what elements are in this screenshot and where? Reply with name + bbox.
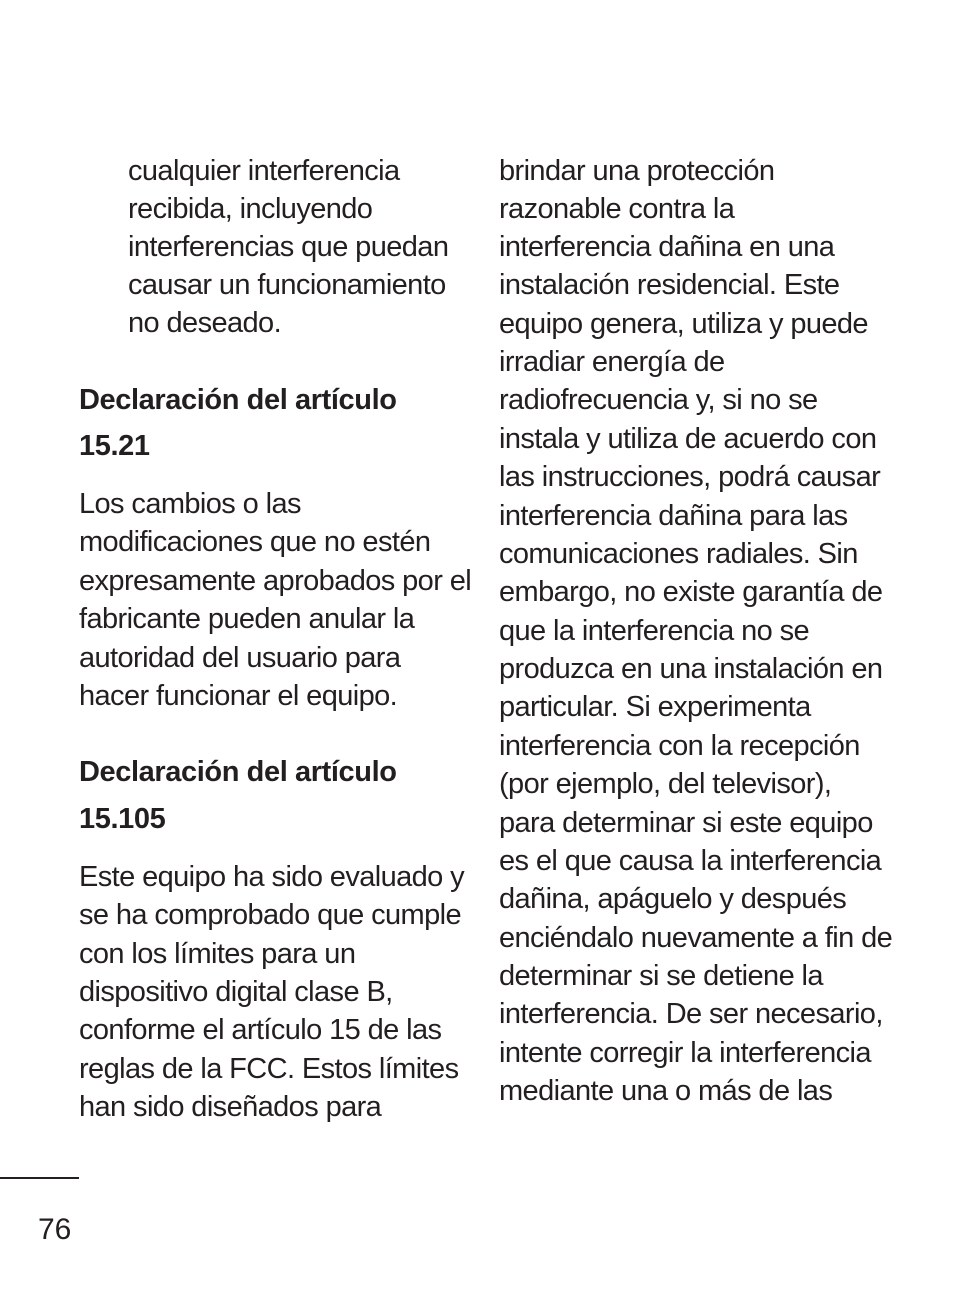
- text-line: dañina, apáguelo y después: [499, 883, 847, 915]
- text-line: han sido diseñados para: [79, 1091, 382, 1123]
- text-line: comunicaciones radiales. Sin: [499, 538, 858, 570]
- text-line: determinar si se detiene la: [499, 960, 823, 992]
- text-line: con los límites para un: [79, 938, 356, 970]
- footer-divider: [0, 1177, 79, 1179]
- text-line: expresamente aprobados por el: [79, 565, 472, 597]
- text-line: interferencia dañina en una: [499, 231, 835, 263]
- text-line: recibida, incluyendo: [128, 193, 373, 225]
- text-line: conforme el artículo 15 de las: [79, 1014, 442, 1046]
- text-line: produzca en una instalación en: [499, 653, 883, 685]
- text-line: equipo genera, utiliza y puede: [499, 308, 868, 340]
- text-line: instala y utiliza de acuerdo con: [499, 423, 877, 455]
- text-line: modificaciones que no estén: [79, 526, 431, 558]
- text-line: interferencia con la recepción: [499, 730, 860, 762]
- text-line: para determinar si este equipo: [499, 807, 873, 839]
- text-line: fabricante pueden anular la: [79, 603, 415, 635]
- text-line: cualquier interferencia: [128, 155, 400, 187]
- text-line: enciéndalo nuevamente a fin de: [499, 922, 893, 954]
- text-line: brindar una protección: [499, 155, 775, 187]
- text-line: particular. Si experimenta: [499, 691, 811, 723]
- text-line: hacer funcionar el equipo.: [79, 680, 398, 712]
- text-line: causar un funcionamiento: [128, 269, 446, 301]
- text-line: que la interferencia no se: [499, 615, 810, 647]
- text-line: interferencia dañina para las: [499, 500, 848, 532]
- text-line: interferencias que puedan: [128, 231, 449, 263]
- text-line: se ha comprobado que cumple: [79, 899, 461, 931]
- text-line: razonable contra la: [499, 193, 735, 225]
- text-line: reglas de la FCC. Estos límites: [79, 1053, 459, 1085]
- text-line: embargo, no existe garantía de: [499, 576, 883, 608]
- heading-line: Declaración del artículo: [79, 384, 397, 416]
- text-line: autoridad del usuario para: [79, 642, 401, 674]
- text-line: Este equipo ha sido evaluado y: [79, 861, 465, 893]
- text-line: intente corregir la interferencia: [499, 1037, 871, 1069]
- page-number: 76: [38, 1213, 72, 1246]
- text-line: es el que causa la interferencia: [499, 845, 882, 877]
- text-line: instalación residencial. Este: [499, 269, 840, 301]
- text-line: mediante una o más de las: [499, 1075, 833, 1107]
- text-line: no deseado.: [128, 307, 282, 339]
- text-line: dispositivo digital clase B,: [79, 976, 393, 1008]
- heading-line: 15.21: [79, 430, 150, 462]
- text-line: las instrucciones, podrá causar: [499, 461, 881, 493]
- text-line: Los cambios o las: [79, 488, 301, 520]
- heading-line: Declaración del artículo: [79, 756, 397, 788]
- text-line: (por ejemplo, del televisor),: [499, 768, 832, 800]
- text-line: interferencia. De ser necesario,: [499, 998, 883, 1030]
- text-line: irradiar energía de: [499, 346, 725, 378]
- heading-line: 15.105: [79, 803, 166, 835]
- text-line: radiofrecuencia y, si no se: [499, 384, 818, 416]
